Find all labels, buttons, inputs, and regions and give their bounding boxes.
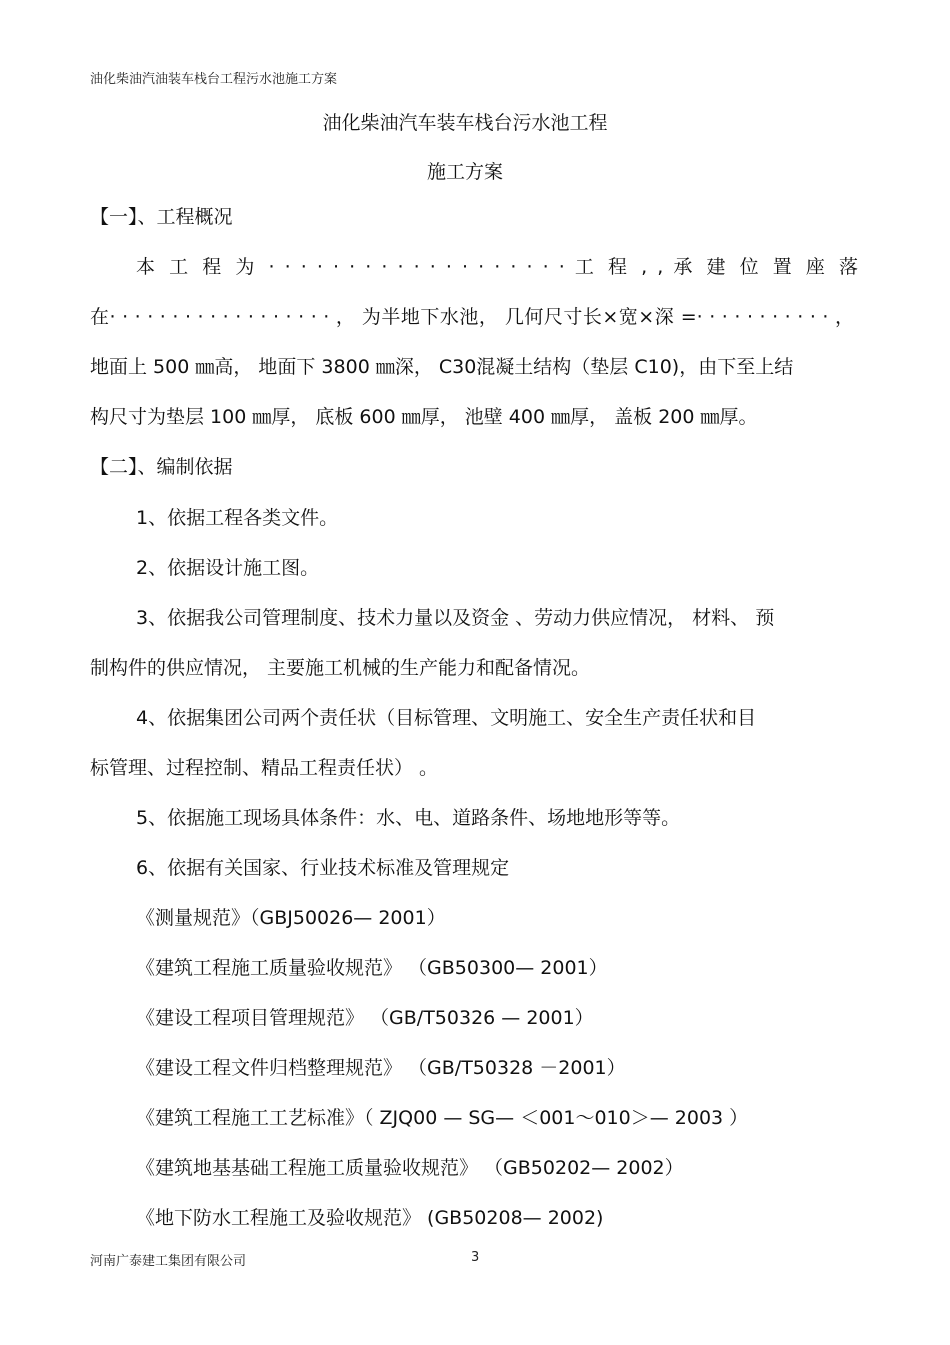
basis-item-continued: 制构件的供应情况， 主要施工机械的生产能力和配备情况。 [90, 657, 591, 679]
standard-item: 《测量规范》（GBJ50026— 2001） [136, 907, 446, 929]
footer-company-name: 河南广泰建工集团有限公司 [90, 1254, 247, 1269]
basis-item: 1、依据工程各类文件。 [136, 507, 339, 529]
standard-item: 《建设工程文件归档整理规范》 （GB/T50328 －2001） [136, 1057, 626, 1079]
basis-item: 6、依据有关国家、行业技术标准及管理规定 [136, 857, 510, 879]
overview-paragraph-line: 在· · · · · · · · · · · · · · · · · · ， 为半地下水池， 几何尺寸长×宽×深 =· · · · · · · · · · · ， [90, 306, 854, 328]
basis-item: 2、依据设计施工图。 [136, 557, 320, 579]
document-subtitle: 施工方案 [426, 161, 503, 183]
basis-item: 5、依据施工现场具体条件：水、电、道路条件、场地地形等等。 [136, 807, 681, 829]
page-number: 3 [471, 1250, 480, 1265]
standard-item: 《建设工程项目管理规范》 （GB/T50326 — 2001） [136, 1007, 594, 1029]
standard-item: 《建筑地基基础工程施工质量验收规范》 （GB50202— 2002） [136, 1157, 684, 1179]
section-heading-basis: 【二】、编制依据 [90, 456, 233, 478]
section-heading-overview: 【一】、工程概况 [90, 206, 233, 228]
overview-paragraph-line: 构尺寸为垫层 100 ㎜厚， 底板 600 ㎜厚， 池壁 400 ㎜厚， 盖板 200 ㎜厚。 [90, 406, 758, 428]
overview-paragraph-line: 地面上 500 ㎜高， 地面下 3800 ㎜深， C30混凝土结构（垫层 C10)，由下至上结 [90, 356, 794, 378]
overview-paragraph-line: 本 工 程 为 · · · · · · · · · · · · · · · · · · · 工 程 , , 承 建 位 置 座 落 [136, 256, 858, 278]
document-title: 油化柴油汽车装车栈台污水池工程 [322, 112, 608, 134]
standard-item: 《建筑工程施工质量验收规范》 （GB50300— 2001） [136, 957, 608, 979]
basis-item: 4、依据集团公司两个责任状（目标管理、文明施工、安全生产责任状和目 [136, 707, 757, 729]
standard-item: 《建筑工程施工工艺标准》（ ZJQ00 — SG— ＜001～010＞— 2003 ） [136, 1107, 749, 1129]
basis-item-continued: 标管理、过程控制、精品工程责任状） 。 [90, 757, 439, 779]
running-header: 油化柴油汽油装车栈台工程污水池施工方案 [90, 72, 338, 87]
basis-item: 3、依据我公司管理制度、技术力量以及资金 、劳动力供应情况， 材料、 预 [136, 607, 775, 629]
standard-item: 《地下防水工程施工及验收规范》 (GB50208— 2002) [136, 1207, 604, 1229]
